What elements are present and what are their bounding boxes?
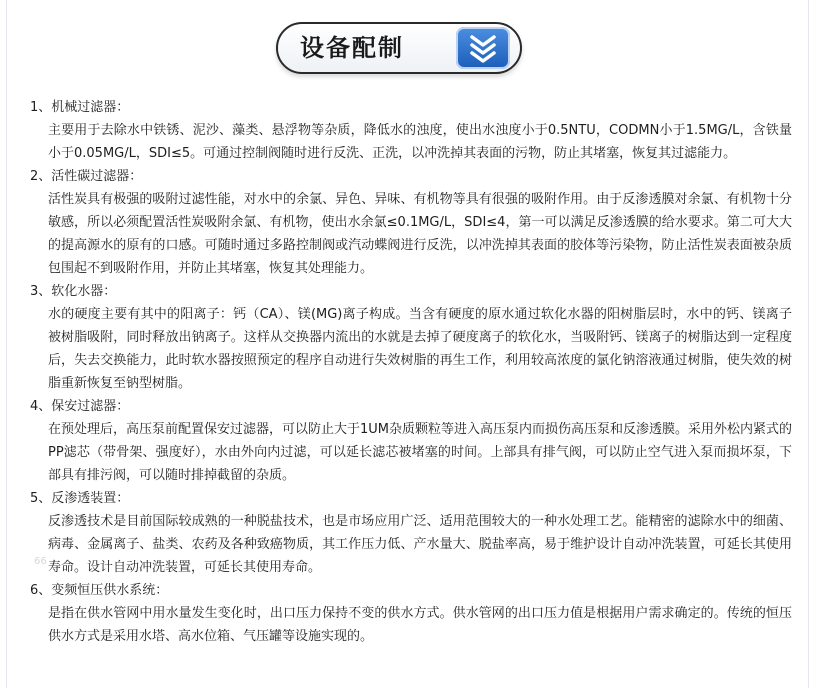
section-number: 3、 [30, 284, 52, 299]
section-security-filter [22, 395, 792, 487]
section-reverse-osmosis [22, 487, 792, 579]
section-number: 5、 [30, 491, 52, 506]
equipment-list [22, 96, 792, 648]
section-title: 变频恒压供水系统： [51, 583, 169, 598]
section-body: 活性炭具有极强的吸附过滤性能，对水中的余氯、异色、异味、有机物等具有很强的吸附作用。由于反渗透膜对余氯、有机物十分敏感，所以必须配置活性炭吸附余氯、有机物，使出水余氯≤0.1MG/L，SDI≤4，第一可以满足反渗透膜的给水要求。第二可大大的提高源水的原有的口感。可随时通过多路控制阀或汽动蝶阀进行反洗，以冲洗掉其表面的胶体等污染物，防止活性炭表面被杂质包围起不到吸附作用，并防止其堵塞，恢复其处理能力。 [48, 192, 792, 276]
section-title: 活性碳过滤器： [51, 169, 143, 184]
section-header [276, 22, 522, 74]
section-body: 水的硬度主要有其中的阳离子：钙（CA）、镁(MG)离子构成。当含有硬度的原水通过软化水器的阳树脂层时，水中的钙、镁离子被树脂吸附，同时释放出钠离子。这样从交换器内流出的水就是去掉了硬度离子的软化水，当吸附钙、镁离子的树脂达到一定程度后，失去交换能力，此时软水器按照预定的程序自动进行失效树脂的再生工作，利用较高浓度的氯化钠溶液通过树脂，使失效的树脂重新恢复至钠型树脂。 [48, 307, 792, 391]
section-constant-pressure-supply [22, 579, 792, 648]
section-number: 4、 [30, 399, 52, 414]
section-heading [22, 487, 792, 510]
section-body: 在预处理后，高压泵前配置保安过滤器，可以防止大于1UM杂质颗粒等进入高压泵内而损伤高压泵和反渗透膜。采用外松内紧式的PP滤芯（带骨架、强度好），水由外向内过滤，可以延长滤芯被堵塞的时间。上部具有排气阀，可以防止空气进入泵而损坏泵，下部具有排污阀，可以随时排掉截留的杂质。 [48, 422, 793, 483]
section-heading [22, 579, 792, 602]
section-body: 主要用于去除水中铁锈、泥沙、藻类、悬浮物等杂质，降低水的浊度，使出水浊度小于0.5NTU，CODMN小于1.5MG/L，含铁量小于0.05MG/L，SDI≤5。可通过控制阀随时进行反洗、正洗，以冲洗掉其表面的污物，防止其堵塞，恢复其过滤能力。 [48, 123, 792, 161]
section-title: 软化水器： [51, 284, 117, 299]
section-number: 2、 [30, 169, 52, 184]
section-body: 是指在供水管网中用水量发生变化时，出口压力保持不变的供水方式。供水管网的出口压力值是根据用户需求确定的。传统的恒压供水方式是采用水塔、高水位箱、气压罐等设施实现的。 [48, 606, 792, 644]
page-title: 设备配制 [300, 34, 404, 62]
section-title: 保安过滤器： [51, 399, 130, 414]
section-activated-carbon-filter [22, 165, 792, 280]
section-heading [22, 395, 792, 418]
section-water-softener [22, 280, 792, 395]
section-heading [22, 96, 792, 119]
section-body: 反渗透技术是目前国际较成熟的一种脱盐技术，也是市场应用广泛、适用范围较大的一种水处理工艺。能精密的滤除水中的细菌、病毒、金属离子、盐类、农药及各种致癌物质，其工作压力低、产水量大、脱盐率高，易于维护设计自动冲洗装置，可延长其使用寿命。设计自动冲洗装置，可延长其使用寿命。 [48, 514, 792, 575]
section-mechanical-filter [22, 96, 792, 165]
section-title: 反渗透装置： [51, 491, 130, 506]
watermark-text: 66 [34, 556, 47, 567]
section-heading [22, 280, 792, 303]
section-title: 机械过滤器： [51, 100, 130, 115]
section-heading [22, 165, 792, 188]
section-number: 6、 [30, 583, 52, 598]
double-chevron-down-icon [456, 27, 510, 69]
section-number: 1、 [30, 100, 52, 115]
